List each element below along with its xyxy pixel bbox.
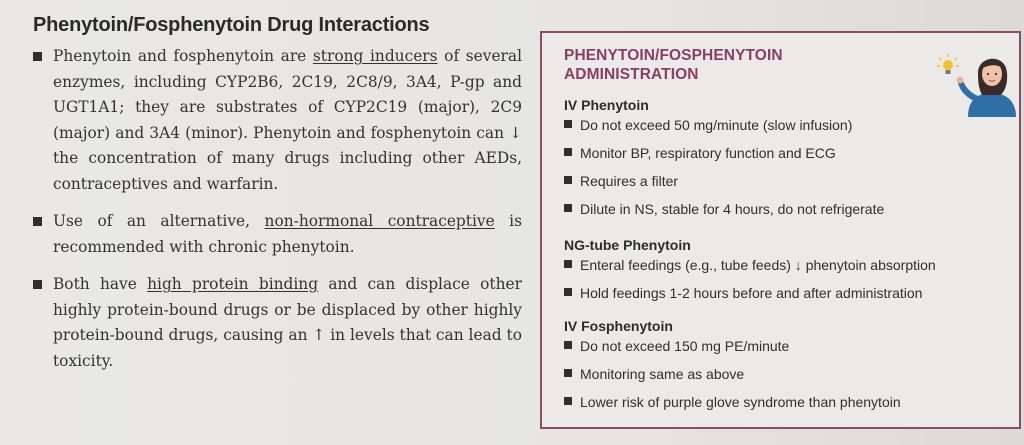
- bullet-square-icon: [564, 148, 572, 156]
- bullet-square-icon: [33, 217, 42, 226]
- section-heading: IV Fosphenytoin: [564, 318, 673, 334]
- section-title: Phenytoin/Fosphenytoin Drug Interactions: [33, 14, 430, 36]
- list-item: Lower risk of purple glove syndrome than phenytoin: [562, 392, 901, 420]
- section-heading: IV Phenytoin: [564, 97, 649, 113]
- bullet-square-icon: [564, 204, 572, 212]
- list-item: Enteral feedings (e.g., tube feeds) ↓ phenytoin absorption: [562, 255, 936, 283]
- bullet-square-icon: [564, 120, 572, 128]
- list-item: Do not exceed 50 mg/minute (slow infusion): [562, 115, 884, 143]
- interactions-list: [30, 44, 522, 386]
- list-item: Monitor BP, respiratory function and ECG: [562, 143, 884, 171]
- list-item: Hold feedings 1-2 hours before and after administration: [562, 283, 936, 311]
- bullet-square-icon: [564, 341, 572, 349]
- bullet-square-icon: [33, 52, 42, 61]
- list-item: Both have high protein binding and can displace other highly protein-bound drugs or be displaced by other highly protein-bound drugs, causing an ↑ in levels that can lead to toxicity.: [30, 272, 522, 374]
- list-item: Do not exceed 150 mg PE/minute: [562, 336, 901, 364]
- list-item: Monitoring same as above: [562, 364, 901, 392]
- section-iv-fosphenytoin: [562, 318, 901, 420]
- bullet-square-icon: [564, 288, 572, 296]
- bullet-square-icon: [564, 176, 572, 184]
- list-item: Dilute in NS, stable for 4 hours, do not refrigerate: [562, 199, 884, 227]
- bullet-square-icon: [564, 369, 572, 377]
- bullet-square-icon: [33, 280, 42, 289]
- pharmacist-lightbulb-icon: [934, 43, 1018, 117]
- section-ng-tube-phenytoin: [562, 237, 936, 311]
- section-iv-phenytoin: [562, 97, 884, 227]
- bullet-square-icon: [564, 260, 572, 268]
- administration-box: [540, 31, 1021, 429]
- bullet-square-icon: [564, 397, 572, 405]
- list-item: Requires a filter: [562, 171, 884, 199]
- section-heading: NG-tube Phenytoin: [564, 237, 691, 253]
- list-item: Use of an alternative, non-hormonal contraceptive is recommended with chronic phenytoin.: [30, 209, 522, 260]
- list-item: Phenytoin and fosphenytoin are strong inducers of several enzymes, including CYP2B6, 2C19, 2C8/9, 3A4, P-gp and UGT1A1; they are substrates of CYP2C19 (major), 2C9 (major) and 3A4 (minor). Phenytoin and fosphenytoin can ↓ the concentration of many drugs including other AEDs, contraceptives and warfarin.: [30, 44, 522, 197]
- box-title: PHENYTOIN/FOSPHENYTOIN ADMINISTRATION: [564, 47, 783, 83]
